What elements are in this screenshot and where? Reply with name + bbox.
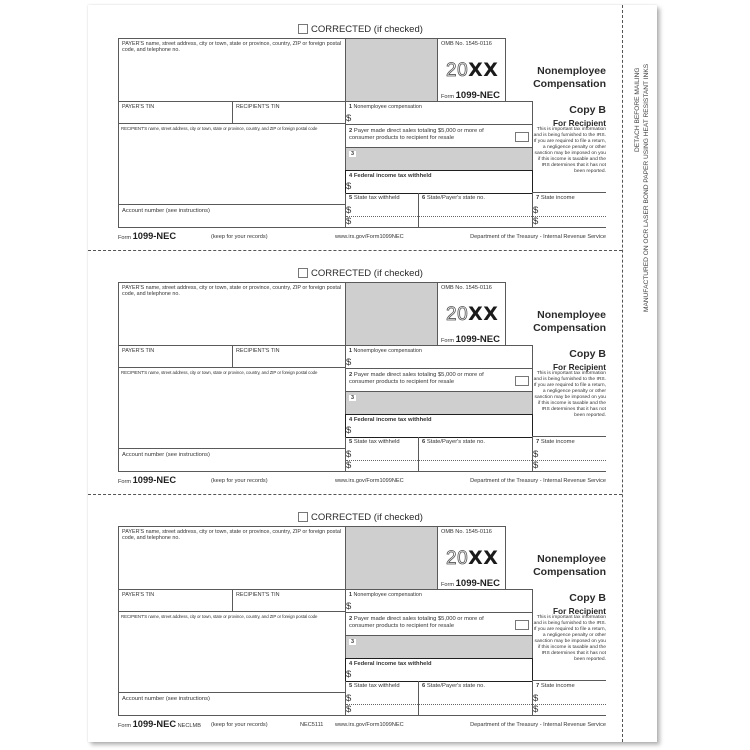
divider bbox=[345, 715, 606, 716]
corrected-label: CORRECTED (if checked) bbox=[311, 267, 423, 279]
footer-department: Department of the Treasury - Internal Revenue Service bbox=[470, 722, 606, 728]
form-prefix: Form bbox=[441, 338, 455, 344]
account-number-box[interactable] bbox=[118, 448, 346, 472]
box3-label: 3 bbox=[351, 395, 354, 401]
box3-shaded bbox=[345, 391, 533, 415]
account-number-label: Account number (see instructions) bbox=[122, 208, 210, 214]
box5-dollar-sign-1[interactable]: $ bbox=[346, 693, 352, 704]
box1-label: 1 Nonemployee compensation bbox=[349, 348, 422, 354]
omb-number: OMB No. 1545-0116 bbox=[441, 285, 492, 291]
form-title-line1: Nonemployee bbox=[537, 553, 606, 565]
account-number-box[interactable] bbox=[118, 204, 346, 228]
box7-dollar-sign-2[interactable]: $ bbox=[533, 460, 539, 471]
omb-year-box bbox=[437, 526, 506, 590]
recipient-notice: This is important tax information and is being furnished to the IRS. If you are required to file a return, a negligence penalty or other sanction may be imposed on you if this income is taxable and the IRS determines that it has not been reported. bbox=[533, 127, 606, 174]
vertical-perforation-line bbox=[622, 5, 623, 742]
form-number: 1099-NEC bbox=[455, 578, 500, 589]
box2-checkbox[interactable] bbox=[515, 376, 529, 386]
footer-irs-url[interactable]: www.irs.gov/Form1099NEC bbox=[335, 234, 404, 240]
footer-keep-records: (keep for your records) bbox=[211, 722, 268, 728]
payer-tin-box[interactable] bbox=[118, 589, 233, 612]
tax-year bbox=[446, 303, 498, 326]
horizontal-perforation-line-2 bbox=[88, 494, 622, 495]
box7-label: 7 State income bbox=[536, 683, 575, 689]
box3-shaded bbox=[345, 635, 533, 659]
box2-label: 2 Payer made direct sales totaling $5,000 or more of consumer products to recipient for resale bbox=[349, 616, 484, 629]
box1-nonemployee-compensation[interactable] bbox=[345, 589, 533, 613]
payer-info-box[interactable] bbox=[118, 38, 346, 102]
tax-year-outline: 20 bbox=[446, 548, 469, 569]
box3-label: 3 bbox=[351, 151, 354, 157]
footer-department: Department of the Treasury - Internal Revenue Service bbox=[470, 234, 606, 240]
divider bbox=[532, 192, 606, 193]
divider bbox=[418, 193, 419, 228]
form-1099-nec-bottom bbox=[118, 511, 606, 729]
corrected-checkbox-row[interactable] bbox=[298, 511, 423, 523]
footer-irs-url[interactable]: www.irs.gov/Form1099NEC bbox=[335, 478, 404, 484]
corrected-checkbox[interactable] bbox=[298, 268, 308, 278]
for-recipient-label: For Recipient bbox=[552, 606, 606, 616]
box1-dollar-sign: $ bbox=[346, 357, 352, 368]
recipient-info-label: RECIPIENT'S name, street address, city or town, state or province, country, and ZIP or foreign postal code bbox=[121, 614, 318, 619]
box1-label: 1 Nonemployee compensation bbox=[349, 592, 422, 598]
tax-year-solid: XX bbox=[468, 547, 499, 569]
payer-tin-label: PAYER'S TIN bbox=[122, 348, 155, 354]
account-number-box[interactable] bbox=[118, 692, 346, 716]
box1-dollar-sign: $ bbox=[346, 601, 352, 612]
omb-year-box bbox=[437, 282, 506, 346]
box1-nonemployee-compensation[interactable] bbox=[345, 345, 533, 369]
footer-form-number: Form 1099-NEC NECLMB bbox=[118, 719, 201, 729]
box5-label: 5 State tax withheld bbox=[349, 439, 400, 445]
box4-label: 4 Federal income tax withheld bbox=[349, 661, 432, 667]
box5-dollar-sign-1[interactable]: $ bbox=[346, 205, 352, 216]
footer-code-1: NECLMB bbox=[177, 723, 201, 729]
form-number-label bbox=[441, 334, 500, 345]
box7-dollar-sign-1[interactable]: $ bbox=[533, 693, 539, 704]
corrected-checkbox-row[interactable] bbox=[298, 267, 423, 279]
copy-b-label: Copy B bbox=[569, 348, 606, 360]
box5-label: 5 State tax withheld bbox=[349, 683, 400, 689]
omb-number: OMB No. 1545-0116 bbox=[441, 529, 492, 535]
box4-label: 4 Federal income tax withheld bbox=[349, 173, 432, 179]
footer-irs-url[interactable]: www.irs.gov/Form1099NEC bbox=[335, 722, 404, 728]
tax-year-solid: XX bbox=[468, 303, 499, 325]
for-recipient-label: For Recipient bbox=[552, 362, 606, 372]
payer-info-label: PAYER'S name, street address, city or town, state or province, country, ZIP or foreign postal code, and telephone no. bbox=[122, 285, 342, 298]
box7-dollar-sign-2[interactable]: $ bbox=[533, 216, 539, 227]
footer-department: Department of the Treasury - Internal Revenue Service bbox=[470, 478, 606, 484]
omb-number: OMB No. 1545-0116 bbox=[441, 41, 492, 47]
recipient-info-box[interactable] bbox=[118, 123, 346, 205]
box3-shaded bbox=[345, 147, 533, 171]
box6-label: 6 State/Payer's state no. bbox=[422, 195, 486, 201]
divider bbox=[418, 681, 419, 716]
form-number-label bbox=[441, 578, 500, 589]
payer-info-label: PAYER'S name, street address, city or town, state or province, country, ZIP or foreign postal code, and telephone no. bbox=[122, 41, 342, 54]
recipient-tin-label: RECIPIENT'S TIN bbox=[236, 348, 280, 354]
payer-tin-box[interactable] bbox=[118, 345, 233, 368]
box4-federal-tax-withheld[interactable] bbox=[345, 170, 533, 194]
recipient-tin-box[interactable] bbox=[232, 101, 346, 124]
corrected-label: CORRECTED (if checked) bbox=[311, 23, 423, 35]
form-1099-nec-top bbox=[118, 23, 606, 241]
recipient-notice: This is important tax information and is being furnished to the IRS. If you are required to file a return, a negligence penalty or other sanction may be imposed on you if this income is taxable and the IRS determines that it has not been reported. bbox=[533, 615, 606, 662]
payer-info-box[interactable] bbox=[118, 282, 346, 346]
box6-label: 6 State/Payer's state no. bbox=[422, 683, 486, 689]
corrected-checkbox[interactable] bbox=[298, 512, 308, 522]
footer-keep-records: (keep for your records) bbox=[211, 478, 268, 484]
recipient-info-label: RECIPIENT'S name, street address, city or town, state or province, country, and ZIP or foreign postal code bbox=[121, 370, 318, 375]
manufactured-on-text: MANUFACTURED ON OCR LASER BOND PAPER USING HEAT RESISTANT INKS bbox=[643, 63, 650, 312]
box2-direct-sales bbox=[345, 368, 533, 392]
footer-form-number: Form 1099-NEC bbox=[118, 475, 177, 485]
divider bbox=[345, 227, 606, 228]
form-prefix: Form bbox=[441, 94, 455, 100]
divider bbox=[532, 436, 606, 437]
tax-year-outline: 20 bbox=[446, 304, 469, 325]
box7-label: 7 State income bbox=[536, 195, 575, 201]
tax-year bbox=[446, 547, 498, 570]
payer-info-label: PAYER'S name, street address, city or town, state or province, country, ZIP or foreign postal code, and telephone no. bbox=[122, 529, 342, 542]
shaded-box-top bbox=[345, 38, 438, 102]
dotted-divider bbox=[346, 460, 606, 461]
form-number-label bbox=[441, 90, 500, 101]
box4-federal-tax-withheld[interactable] bbox=[345, 414, 533, 438]
recipient-info-box[interactable] bbox=[118, 367, 346, 449]
omb-year-box bbox=[437, 38, 506, 102]
side-text bbox=[632, 20, 652, 320]
box7-dollar-sign-2[interactable]: $ bbox=[533, 704, 539, 715]
horizontal-perforation-line-1 bbox=[88, 250, 622, 251]
tax-year-outline: 20 bbox=[446, 60, 469, 81]
box4-dollar-sign: $ bbox=[346, 181, 352, 192]
copy-b-label: Copy B bbox=[569, 592, 606, 604]
corrected-label: CORRECTED (if checked) bbox=[311, 511, 423, 523]
footer-keep-records: (keep for your records) bbox=[211, 234, 268, 240]
payer-tin-label: PAYER'S TIN bbox=[122, 592, 155, 598]
account-number-label: Account number (see instructions) bbox=[122, 452, 210, 458]
footer-form-number: Form 1099-NEC bbox=[118, 231, 177, 241]
form-title-line2: Compensation bbox=[533, 322, 606, 334]
shaded-box-top bbox=[345, 526, 438, 590]
box7-dollar-sign-1[interactable]: $ bbox=[533, 449, 539, 460]
form-title bbox=[533, 553, 606, 579]
form-title bbox=[533, 309, 606, 335]
form-title-line1: Nonemployee bbox=[537, 65, 606, 77]
form-title-line2: Compensation bbox=[533, 78, 606, 90]
form-title-line1: Nonemployee bbox=[537, 309, 606, 321]
box2-direct-sales bbox=[345, 124, 533, 148]
payer-tin-box[interactable] bbox=[118, 101, 233, 124]
recipient-notice: This is important tax information and is being furnished to the IRS. If you are required to file a return, a negligence penalty or other sanction may be imposed on you if this income is taxable and the IRS determines that it has not been reported. bbox=[533, 371, 606, 418]
recipient-tin-box[interactable] bbox=[232, 589, 346, 612]
corrected-checkbox-row[interactable] bbox=[298, 23, 423, 35]
detach-before-mailing-text: DETACH BEFORE MAILING bbox=[634, 67, 641, 152]
payer-info-box[interactable] bbox=[118, 526, 346, 590]
recipient-info-label: RECIPIENT'S name, street address, city or town, state or province, country, and ZIP or foreign postal code bbox=[121, 126, 318, 131]
shaded-box-top bbox=[345, 282, 438, 346]
recipient-tin-box[interactable] bbox=[232, 345, 346, 368]
divider bbox=[345, 471, 606, 472]
box2-checkbox[interactable] bbox=[515, 132, 529, 142]
box7-dollar-sign-1[interactable]: $ bbox=[533, 205, 539, 216]
box5-dollar-sign-2[interactable]: $ bbox=[346, 216, 352, 227]
form-number: 1099-NEC bbox=[455, 334, 500, 345]
box4-label: 4 Federal income tax withheld bbox=[349, 417, 432, 423]
box3-label: 3 bbox=[351, 639, 354, 645]
form-title-line2: Compensation bbox=[533, 566, 606, 578]
for-recipient-label: For Recipient bbox=[552, 118, 606, 128]
recipient-info-box[interactable] bbox=[118, 611, 346, 693]
box6-label: 6 State/Payer's state no. bbox=[422, 439, 486, 445]
box4-dollar-sign: $ bbox=[346, 425, 352, 436]
box5-dollar-sign-1[interactable]: $ bbox=[346, 449, 352, 460]
box5-dollar-sign-2[interactable]: $ bbox=[346, 460, 352, 471]
tax-year-solid: XX bbox=[468, 59, 499, 81]
copy-b-label: Copy B bbox=[569, 104, 606, 116]
dotted-divider bbox=[346, 216, 606, 217]
footer-code-2: NEC5111 bbox=[300, 722, 324, 728]
box2-label: 2 Payer made direct sales totaling $5,000 or more of consumer products to recipient for resale bbox=[349, 372, 484, 385]
box1-dollar-sign: $ bbox=[346, 113, 352, 124]
box5-dollar-sign-2[interactable]: $ bbox=[346, 704, 352, 715]
account-number-label: Account number (see instructions) bbox=[122, 696, 210, 702]
box2-checkbox[interactable] bbox=[515, 620, 529, 630]
form-title bbox=[533, 65, 606, 91]
box4-federal-tax-withheld[interactable] bbox=[345, 658, 533, 682]
form-number: 1099-NEC bbox=[455, 90, 500, 101]
box1-nonemployee-compensation[interactable] bbox=[345, 101, 533, 125]
box5-label: 5 State tax withheld bbox=[349, 195, 400, 201]
box4-dollar-sign: $ bbox=[346, 669, 352, 680]
box2-direct-sales bbox=[345, 612, 533, 636]
dotted-divider bbox=[346, 704, 606, 705]
tax-year bbox=[446, 59, 498, 82]
payer-tin-label: PAYER'S TIN bbox=[122, 104, 155, 110]
form-prefix: Form bbox=[441, 582, 455, 588]
recipient-tin-label: RECIPIENT'S TIN bbox=[236, 104, 280, 110]
form-1099-nec-middle bbox=[118, 267, 606, 485]
box2-label: 2 Payer made direct sales totaling $5,000 or more of consumer products to recipient for resale bbox=[349, 128, 484, 141]
box7-label: 7 State income bbox=[536, 439, 575, 445]
recipient-tin-label: RECIPIENT'S TIN bbox=[236, 592, 280, 598]
divider bbox=[418, 437, 419, 472]
corrected-checkbox[interactable] bbox=[298, 24, 308, 34]
box1-label: 1 Nonemployee compensation bbox=[349, 104, 422, 110]
divider bbox=[532, 680, 606, 681]
